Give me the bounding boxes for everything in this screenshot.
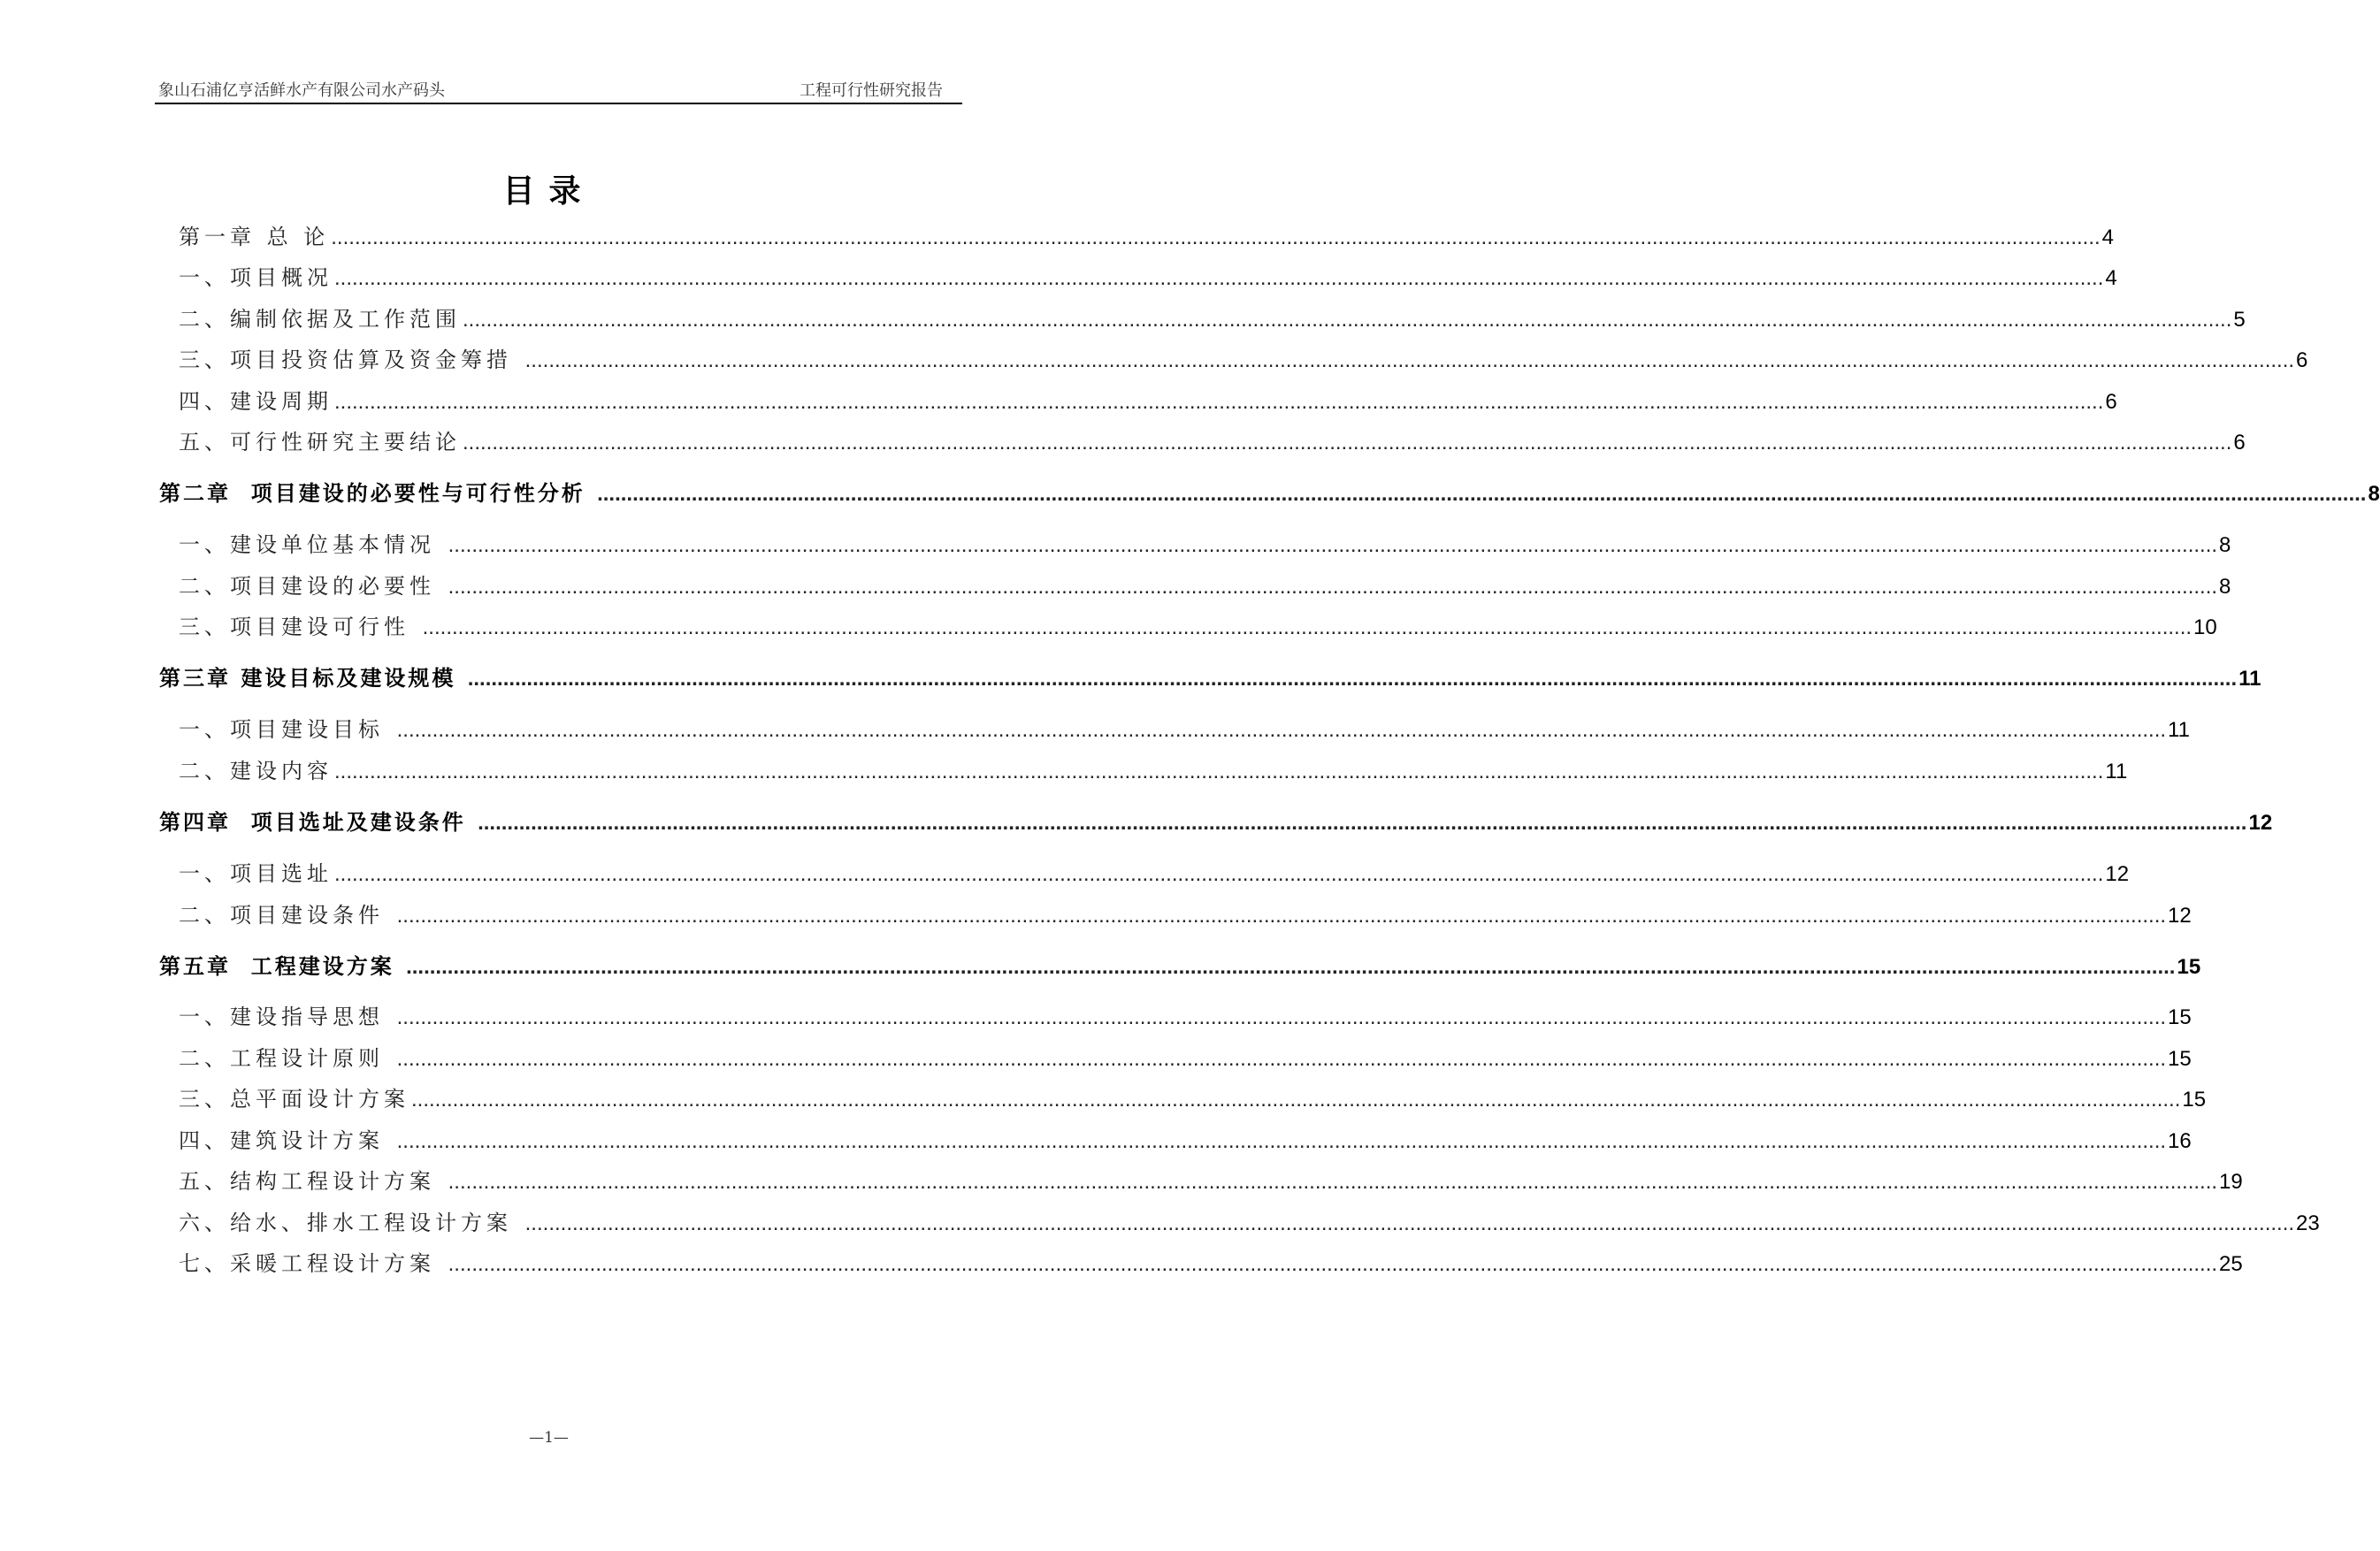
toc-section-entry[interactable] [159,1246,2243,1276]
toc-entry-label: 三、总平面设计方案 [179,1087,409,1112]
toc-entry-label: 一、项目建设目标 [179,717,395,742]
toc-section-entry[interactable] [159,856,2130,886]
toc-entry-label: 第三章 建设目标及建设规模 [159,666,466,691]
toc-entry-label: 二、编制依据及工作范围 [179,307,461,332]
toc-leader-dots: ............................................................................................................................................................................................................................................................................................................ [331,225,2101,249]
toc-page-number: 23 [2296,1211,2320,1235]
toc-page-number: 15 [2177,955,2201,979]
header-project-name: 象山石浦亿亨活鲜水产有限公司水产码头 [158,81,445,100]
toc-page-number: 16 [2168,1129,2192,1153]
toc-section-entry[interactable] [159,712,2190,742]
toc-page-number: 11 [2238,667,2261,691]
toc-leader-dots: ............................................................................................................................................................................................................................................................................................................ [396,904,2167,928]
toc-entry-label: 四、建设周期 [179,389,333,414]
page-header [155,76,962,104]
toc-section-entry[interactable] [159,342,2308,372]
toc-entry-label: 七、采暖工程设计方案 [179,1251,447,1276]
toc-entry-label: 一、项目概况 [179,265,333,290]
toc-leader-dots: ............................................................................................................................................................................................................................................................................................................ [396,1047,2167,1071]
toc-entry-label: 五、可行性研究主要结论 [179,430,461,455]
toc-leader-dots: ............................................................................................................................................................................................................................................................................................................ [406,955,2176,979]
toc-entry-label: 一、建设指导思想 [179,1005,395,1029]
toc-entry-label: 二、项目建设的必要性 [179,574,447,599]
toc-page-number: 8 [2219,533,2231,557]
toc-leader-dots: ............................................................................................................................................................................................................................................................................................................ [448,575,2218,599]
toc-entry-label: 四、建筑设计方案 [179,1128,395,1153]
toc-page-number: 19 [2219,1170,2243,1194]
toc-leader-dots: ............................................................................................................................................................................................................................................................................................................ [524,1211,2295,1235]
toc-entry-label: 三、项目投资估算及资金筹措 [179,348,524,372]
toc-page-number: 6 [2296,348,2308,372]
toc-entry-label: 二、项目建设条件 [179,903,395,928]
toc-leader-dots: ............................................................................................................................................................................................................................................................................................................ [334,266,2104,290]
toc-leader-dots: ............................................................................................................................................................................................................................................................................................................ [396,1005,2167,1029]
toc-title: 目录 [502,173,595,210]
toc-leader-dots: ............................................................................................................................................................................................................................................................................................................ [448,533,2218,557]
toc-section-entry[interactable] [159,384,2117,414]
toc-section-entry[interactable] [159,1081,2207,1112]
toc-entry-label: 一、项目选址 [179,861,333,886]
toc-page-number: 8 [2368,482,2380,506]
toc-section-entry[interactable] [159,609,2217,639]
toc-section-entry[interactable] [159,1041,2192,1071]
toc-entry-label: 二、工程设计原则 [179,1046,395,1071]
toc-section-entry[interactable] [159,527,2231,557]
toc-chapter-entry[interactable] [159,805,2273,835]
toc-leader-dots: ............................................................................................................................................................................................................................................................................................................ [448,1252,2218,1276]
toc-chapter-entry[interactable] [159,476,2380,506]
toc-entry-label: 五、结构工程设计方案 [179,1169,447,1194]
toc-entry-label: 第二章 项目建设的必要性与可行性分析 [159,481,596,506]
toc-section-entry[interactable] [159,753,2128,783]
toc-leader-dots: ............................................................................................................................................................................................................................................................................................................ [396,1129,2167,1153]
toc-entry-label: 第五章 工程建设方案 [159,954,405,979]
toc-chapter-entry[interactable] [159,949,2201,979]
toc-leader-dots: ............................................................................................................................................................................................................................................................................................................ [334,862,2104,886]
toc-page-number: 10 [2193,615,2217,639]
toc-page-number: 4 [2105,266,2117,290]
toc-page-number: 6 [2105,390,2117,414]
toc-page-number: 11 [2168,718,2190,742]
toc-leader-dots: ............................................................................................................................................................................................................................................................................................................ [467,667,2238,691]
toc-leader-dots: ............................................................................................................................................................................................................................................................................................................ [411,1088,2181,1112]
toc-entry-label: 第四章 项目选址及建设条件 [159,810,477,835]
toc-leader-dots: ............................................................................................................................................................................................................................................................................................................ [463,308,2232,332]
toc-entry-label: 一、建设单位基本情况 [179,532,447,557]
toc-entry-label: 二、建设内容 [179,759,333,783]
toc-section-entry[interactable] [159,1164,2243,1194]
toc-page-number: 15 [2168,1047,2192,1071]
toc-page-number: 25 [2219,1252,2243,1276]
toc-page-number: 15 [2182,1088,2207,1112]
toc-page-number: 12 [2248,811,2273,835]
toc-entry-label: 三、项目建设可行性 [179,615,421,639]
toc-leader-dots: ............................................................................................................................................................................................................................................................................................................ [478,811,2247,835]
toc-section-entry[interactable] [159,999,2192,1029]
toc-leader-dots: ............................................................................................................................................................................................................................................................................................................ [334,390,2104,414]
header-report-type: 工程可行性研究报告 [800,81,943,100]
toc-entry-label: 第一章 总 论 [179,225,330,249]
toc-section-entry[interactable] [159,302,2246,332]
toc-page-number: 11 [2105,760,2128,783]
toc-page-number: 5 [2233,308,2246,332]
toc-leader-dots: ............................................................................................................................................................................................................................................................................................................ [334,760,2104,783]
toc-leader-dots: ............................................................................................................................................................................................................................................................................................................ [463,431,2232,455]
toc-section-entry[interactable] [159,424,2246,455]
toc-section-entry[interactable] [159,1123,2192,1153]
toc-page-number: 12 [2105,862,2130,886]
toc-section-entry[interactable] [159,898,2192,928]
toc-page-number: 8 [2219,575,2231,599]
toc-leader-dots: ............................................................................................................................................................................................................................................................................................................ [448,1170,2218,1194]
toc-entry-label: 六、给水、排水工程设计方案 [179,1211,524,1235]
toc-section-entry[interactable] [159,260,2117,290]
toc-section-entry[interactable] [159,569,2231,599]
toc-page-number: 6 [2233,431,2246,455]
toc-page-number: 15 [2168,1005,2192,1029]
toc-leader-dots: ............................................................................................................................................................................................................................................................................................................ [422,615,2193,639]
toc-leader-dots: ............................................................................................................................................................................................................................................................................................................ [396,718,2167,742]
page-number-footer: —1— [529,1429,569,1447]
toc-page-number: 12 [2168,904,2192,928]
toc-section-entry[interactable] [159,219,2115,249]
toc-leader-dots: ............................................................................................................................................................................................................................................................................................................ [524,348,2295,372]
toc-page-number: 4 [2101,225,2115,249]
toc-section-entry[interactable] [159,1205,2320,1235]
toc-chapter-entry[interactable] [159,661,2261,691]
toc-leader-dots: ............................................................................................................................................................................................................................................................................................................ [597,482,2367,506]
